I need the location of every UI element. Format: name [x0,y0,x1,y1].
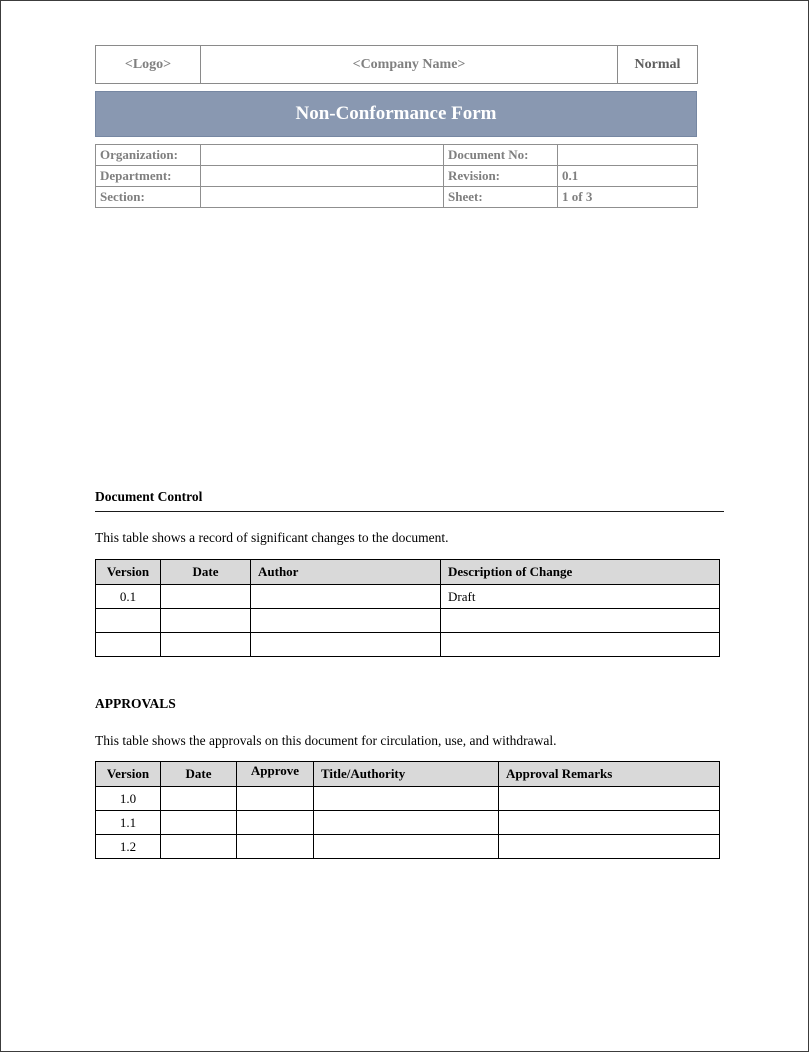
ap-row-3 [96,835,720,859]
department-label: Department: [96,166,201,187]
ap-version-cell: 1.1 [96,811,161,835]
dc-date-cell [161,585,251,609]
ap-header-approval-remarks: Approval Remarks [499,762,720,787]
document-no-label: Document No: [444,145,558,166]
document-control-description: This table shows a record of significant changes to the document. [95,530,449,545]
dc-description-cell: Draft [441,585,720,609]
approvals-header-row [96,762,720,787]
dc-header-version: Version [96,560,161,585]
dc-author-cell [251,633,441,657]
ap-date-cell [161,811,237,835]
dc-description-cell [441,609,720,633]
dc-description-cell [441,633,720,657]
ap-approve-cell [237,835,314,859]
sheet-value: 1 of 3 [558,187,698,208]
ap-header-date: Date [161,762,237,787]
company-header-table [95,45,698,84]
ap-remarks-cell [499,787,720,811]
revision-value: 0.1 [558,166,698,187]
organization-value [201,145,444,166]
sheet-label: Sheet: [444,187,558,208]
department-value [201,166,444,187]
dc-version-cell [96,609,161,633]
ap-title-cell [314,787,499,811]
ap-title-cell [314,811,499,835]
dc-header-author: Author [251,560,441,585]
ap-header-version: Version [96,762,161,787]
document-info-table [95,144,698,208]
info-row-section [96,187,698,208]
dc-author-cell [251,585,441,609]
section-value [201,187,444,208]
ap-approve-cell [237,811,314,835]
ap-header-approve: Approve [237,762,314,787]
ap-date-cell [161,835,237,859]
ap-title-cell [314,835,499,859]
ap-remarks-cell [499,811,720,835]
ap-approve-cell [237,787,314,811]
dc-date-cell [161,633,251,657]
ap-remarks-cell [499,835,720,859]
approvals-table [95,761,720,859]
ap-row-1 [96,787,720,811]
approvals-heading: APPROVALS [95,696,176,711]
dc-author-cell [251,609,441,633]
dc-date-cell [161,609,251,633]
company-name-placeholder: <Company Name> [201,46,618,84]
ap-header-title-authority: Title/Authority [314,762,499,787]
dc-version-cell [96,633,161,657]
dc-row-2 [96,609,720,633]
dc-version-cell: 0.1 [96,585,161,609]
approvals-description: This table shows the approvals on this document for circulation, use, and withdrawal. [95,733,557,748]
section-label: Section: [96,187,201,208]
document-no-value [558,145,698,166]
dc-row-3 [96,633,720,657]
ap-row-2 [96,811,720,835]
ap-version-cell: 1.0 [96,787,161,811]
logo-placeholder: <Logo> [96,46,201,84]
company-header-row [96,46,698,84]
organization-label: Organization: [96,145,201,166]
page-title: Non-Conformance Form [295,103,497,124]
document-control-heading: Document Control [95,489,724,512]
dc-row-1 [96,585,720,609]
dc-header-date: Date [161,560,251,585]
document-control-header-row [96,560,720,585]
dc-header-description: Description of Change [441,560,720,585]
revision-label: Revision: [444,166,558,187]
page-content [95,45,725,859]
ap-date-cell [161,787,237,811]
doc-classification: Normal [618,46,698,84]
document-control-table [95,559,720,657]
ap-version-cell: 1.2 [96,835,161,859]
info-row-organization [96,145,698,166]
info-row-department [96,166,698,187]
title-banner [95,91,697,137]
